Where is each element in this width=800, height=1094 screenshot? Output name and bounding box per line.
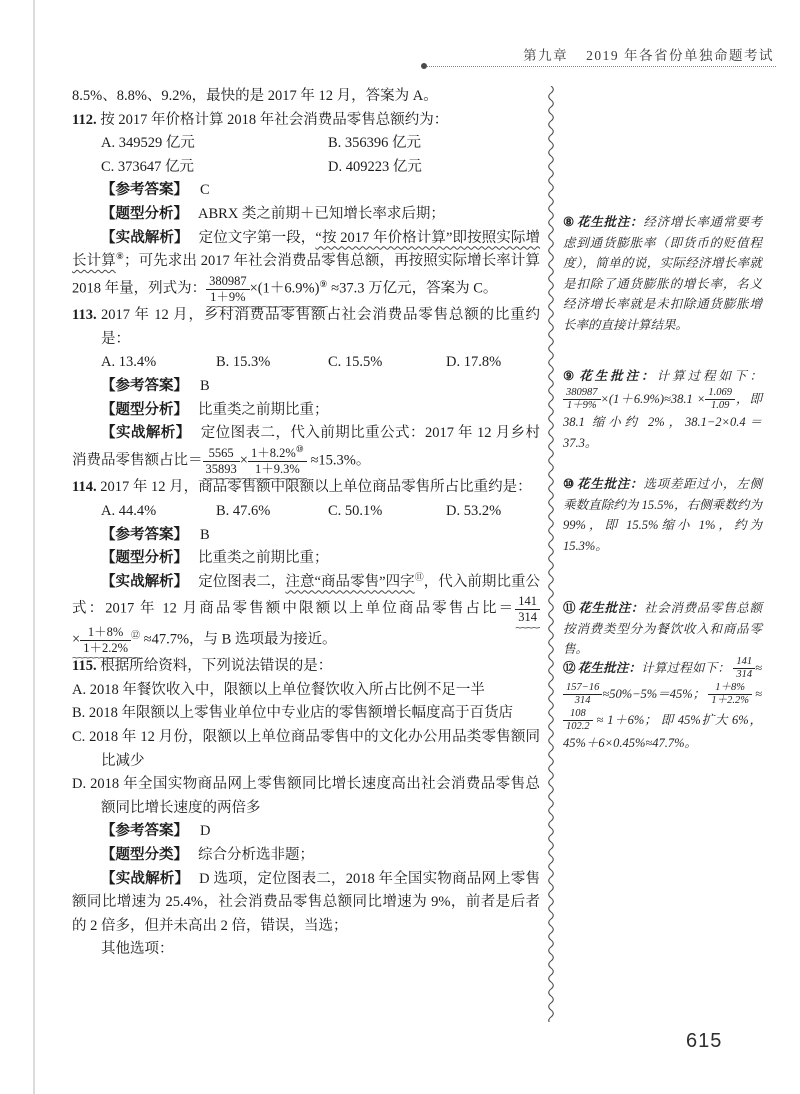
fraction: $\frac{141}{314}$ bbox=[733, 656, 755, 682]
option-a: A. 2018 年餐饮收入中，限额以上单位餐饮收入所占比例不足一半 bbox=[72, 681, 485, 698]
option-a: A. 13.4% bbox=[101, 354, 157, 371]
note-intro: 计算过程如下： bbox=[656, 369, 762, 383]
formula: $\frac{5565}{35893}$ × $\frac{1+8.2\%^⑩}{1+9.3\%}$ ~~~~~ bbox=[203, 446, 307, 477]
answer-line bbox=[72, 524, 540, 548]
question-stem: 114. 2017 年 12 月，商品零售额中限额以上单位商品零售所占比重约是： bbox=[72, 479, 532, 496]
analysis-label: 【实战解析】 bbox=[101, 870, 190, 887]
option-d: D. 2018 年全国实物商品网上零售额同比增长速度高出社会消费品零售总额同比增长速度的两倍多 bbox=[72, 776, 540, 816]
question-number: 114. bbox=[72, 479, 97, 496]
option-b: B. 15.3% bbox=[216, 354, 271, 371]
option-d: D. 53.2% bbox=[446, 502, 502, 519]
question-112 bbox=[72, 109, 540, 305]
note-marker: ⑨ bbox=[563, 369, 578, 383]
fraction: $\frac{380987}{1+9\%}$ bbox=[206, 274, 250, 305]
option-c: C. 373647 亿元 bbox=[101, 158, 195, 175]
fraction: $\frac{141}{314}$ bbox=[515, 594, 540, 625]
options-row bbox=[72, 156, 540, 180]
type-value: ABRX 类之前期＋已知增长率求后期； bbox=[198, 205, 445, 222]
answer-value: D bbox=[200, 823, 211, 840]
margin-notes-column bbox=[563, 0, 762, 1094]
fraction: $\frac{1+8\%}{1+2.2\%}$ bbox=[80, 625, 131, 656]
question-stem: 115. 根据所给资料，下列说法错误的是： bbox=[72, 658, 333, 675]
option-c: C. 2018 年 12 月份，限额以上单位商品零售中的文化办公用品类零售额同比减少 bbox=[72, 729, 540, 769]
fraction: $\frac{380987}{1+9\%}$ bbox=[563, 387, 601, 413]
fraction: $\frac{157-16}{314}$ bbox=[563, 682, 602, 708]
wavy-underlined-text: 注意“商品零售”四字 bbox=[285, 573, 415, 590]
option-b: B. 2018 年限额以上零售业单位中专业店的零售额增长幅度高于百货店 bbox=[72, 705, 514, 722]
formula: × $\frac{1+8\%}{1+2.2\%}$ ⑫ ~~~~~ bbox=[72, 625, 140, 656]
page-number: 615 bbox=[686, 1030, 723, 1052]
question-stem: 112. 按 2017 年价格计算 2018 年社会消费品零售总额约为： bbox=[72, 111, 449, 128]
note-body: 社会消费品零售总额按消费类型分为餐饮收入和商品零售。 bbox=[563, 601, 762, 656]
type-value: 比重类之前期比重； bbox=[198, 550, 329, 567]
answer-label: 【参考答案】 bbox=[101, 823, 188, 840]
analysis-paragraph: 【实战解析】 定位图表二，代入前期比重公式：2017 年 12 月乡村消费品零售额占比＝ $\frac{5565}{35893}$ × $\frac{1+8.2\%^⑩}{1+9.3\%}$ ~~~~~ ≈15.3%。 bbox=[72, 422, 540, 476]
type-label: 【题型分析】 bbox=[101, 401, 188, 418]
option-b: B. 356396 亿元 bbox=[328, 135, 422, 152]
formula bbox=[515, 594, 540, 625]
fraction: $\frac{108}{102.2}$ bbox=[563, 708, 593, 734]
option-a: A. 44.4% bbox=[101, 502, 157, 519]
question-number: 112. bbox=[72, 111, 97, 128]
note-body: 选项差距过小，左侧乘数直除约为 15.5%，右侧乘数约为 99%，即 15.5%缩小 1%，约为 15.3%。 bbox=[563, 477, 762, 553]
question-114 bbox=[72, 476, 540, 655]
options-row bbox=[72, 500, 540, 524]
chapter-label: 第九章 bbox=[523, 48, 569, 63]
peanut-note-10 bbox=[563, 474, 762, 556]
note-label: 花生批注： bbox=[576, 215, 644, 229]
note-ref-9: ⑨ bbox=[319, 278, 328, 289]
answer-line bbox=[72, 820, 540, 844]
note-label: 花生批注： bbox=[578, 601, 645, 615]
answer-value: C bbox=[200, 182, 210, 199]
type-line bbox=[72, 399, 540, 423]
type-label: 【题型分析】 bbox=[101, 550, 188, 567]
note-ref-12: ⑫ bbox=[130, 629, 140, 640]
question-number: 115. bbox=[72, 658, 97, 675]
answer-line bbox=[72, 375, 540, 399]
option-d: D. 409223 亿元 bbox=[328, 158, 422, 175]
option-c: C. 50.1% bbox=[328, 502, 383, 519]
options-row bbox=[72, 351, 540, 375]
options-row bbox=[72, 132, 540, 156]
note-ref-8: ⑧ bbox=[115, 251, 124, 262]
question-number: 113. bbox=[72, 307, 97, 324]
note-label: 花生批注： bbox=[576, 477, 644, 491]
formula: $\frac{380987}{1+9\%}$ ×(1＋6.9%)⑨ ~~~~~ bbox=[206, 274, 327, 305]
answer-line bbox=[72, 179, 540, 203]
intro-line: 8.5%、8.8%、9.2%，最快的是 2017 年 12 月，答案为 A。 bbox=[72, 88, 438, 104]
header-rule-bullet bbox=[421, 63, 427, 69]
note-body: 经济增长率通常要考虑到通货膨胀率（即货币的贬值程度），简单的说，实际经济增长率就是扣除了通货膨胀的增长率，名义经济增长率就是未扣除通货膨胀增长率的直接计算结果。 bbox=[563, 215, 762, 332]
question-113 bbox=[72, 304, 540, 476]
page-gutter-line bbox=[33, 0, 35, 1094]
option-c: C. 15.5% bbox=[328, 354, 383, 371]
fraction: $\frac{5565}{35893}$ bbox=[203, 446, 240, 477]
peanut-note-9: ⑨ 花生批注：计算过程如下： $\frac{380987}{1+9\%}$ ×(1＋6.9%)≈38.1 × $\frac{1.069}{1.09}$ ，即 38.1 缩小约 2%，38.1−2×0.4＝37.3。 bbox=[563, 369, 762, 450]
question-115 bbox=[72, 655, 540, 962]
type-line bbox=[72, 844, 540, 868]
question-stem: 113. 2017 年 12 月，乡村消费品零售额占社会消费品零售总额的比重约是： bbox=[72, 307, 541, 347]
fraction: $\frac{1+8.2\%^⑩}{1+9.3\%}$ bbox=[248, 446, 307, 477]
type-value: 综合分析选非题； bbox=[198, 847, 314, 864]
analysis-paragraph: 【实战解析】 定位图表二，注意“商品零售”四字⑪，代入前期比重公式：2017 年 12 月商品零售额中限额以上单位商品零售占比＝ $\frac{141}{314}$ ~~~~~× $\frac{1+8\%}{1+2.2\%}$ ⑫ ~~~~~ ≈47.7%，与 B 选项最为接近。 bbox=[72, 571, 540, 656]
answer-label: 【参考答案】 bbox=[101, 182, 188, 199]
option-a: A. 349529 亿元 bbox=[101, 135, 195, 152]
type-label: 【题型分类】 bbox=[101, 847, 188, 864]
type-value: 比重类之前期比重； bbox=[198, 401, 329, 418]
note-label: 花生批注： bbox=[577, 660, 642, 675]
peanut-note-12: ⑫ 花生批注：计算过程如下： $\frac{141}{314}$ ≈ $\frac{157-16}{314}$ ≈50%−5%＝45%； $\frac{1+8\%}{1+2.2\%}$ ≈ $\frac{108}{102.2}$ ≈ 1＋6%； 即 45%扩大 6%，45%＋6×0.45%≈47.7%。 bbox=[563, 656, 763, 751]
analysis-paragraph: 【实战解析】 定位文字第一段，“按 2017 年价格计算”即按照实际增长计算⑧；可先求出 2017 年社会消费品零售总额，再按照实际增长率计算 2018 年量，列式为： $\frac{380987}{1+9\%}$ ×(1＋6.9%)⑨ ~~~~~ ≈37.3 万亿元，答案为 C。 bbox=[72, 227, 540, 305]
answer-value: B bbox=[200, 378, 210, 395]
answer-label: 【参考答案】 bbox=[101, 526, 188, 543]
analysis-label: 【实战解析】 bbox=[101, 425, 191, 442]
fraction: $\frac{1+8\%}{1+2.2\%}$ bbox=[708, 682, 752, 708]
option-d: D. 17.8% bbox=[446, 354, 502, 371]
note-ref-11: ⑪ bbox=[414, 571, 424, 582]
answer-label: 【参考答案】 bbox=[101, 378, 188, 395]
analysis-paragraph: 【实战解析】 D 选项，定位图表二，2018 年全国实物商品网上零售额同比增速为 25.4%，社会消费品零售总额同比增速为 9%，前者是后者的 2 倍多，但并未高出 2 倍，错误，当选； bbox=[72, 870, 540, 934]
fraction: $\frac{1.069}{1.09}$ bbox=[705, 387, 735, 413]
note-ref-10: ⑩ bbox=[295, 443, 304, 454]
analysis-label: 【实战解析】 bbox=[101, 229, 189, 246]
note-marker: ⑧ bbox=[563, 215, 575, 229]
type-line bbox=[72, 203, 540, 227]
chapter-title: 2019 年各省份单独命题考试 bbox=[586, 48, 774, 63]
note-marker: ⑫ bbox=[563, 660, 576, 675]
option-b: B. 47.6% bbox=[216, 502, 271, 519]
peanut-note-11 bbox=[563, 598, 762, 660]
peanut-note-8 bbox=[563, 212, 762, 335]
wavy-underlined-text: “按 2017 年价格计算”即按照实际增长计算 bbox=[72, 229, 541, 270]
note-marker: ⑩ bbox=[563, 477, 575, 491]
answer-value: B bbox=[200, 526, 210, 543]
main-column bbox=[72, 85, 540, 962]
other-options-line: 其他选项： bbox=[101, 941, 174, 958]
type-line bbox=[72, 547, 540, 571]
note-marker: ⑪ bbox=[563, 601, 577, 615]
type-label: 【题型分析】 bbox=[101, 205, 188, 222]
wavy-divider-line bbox=[545, 86, 557, 1022]
note-intro: 计算过程如下： bbox=[641, 660, 731, 675]
analysis-label: 【实战解析】 bbox=[101, 573, 189, 590]
note-label: 花生批注： bbox=[579, 369, 657, 383]
